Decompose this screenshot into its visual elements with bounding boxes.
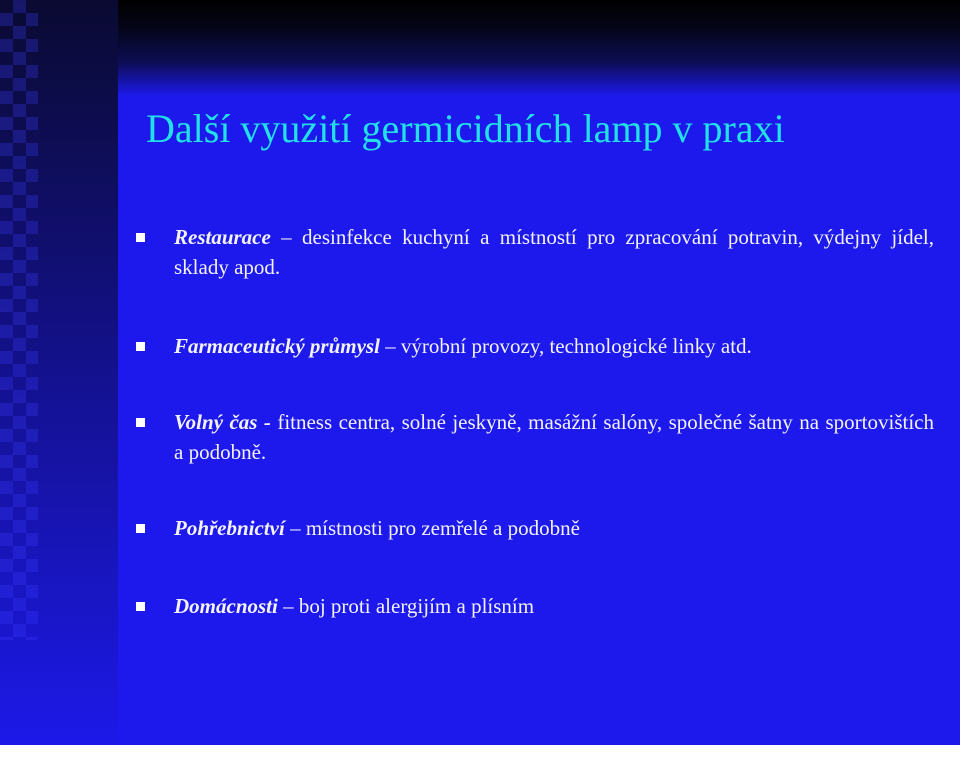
top-gradient-band [118,0,960,96]
item-term: Pohřebnictví [174,516,285,540]
item-text: – desinfekce kuchyní a místností pro zpracování potravin, výdejny jídel, sklady apod. [174,225,934,279]
square-bullet-icon [136,418,145,427]
square-bullet-icon [136,602,145,611]
list-item-pohrebnictvi [174,513,934,543]
list-item-farmaceuticky-prumysl [174,331,934,361]
left-decoration-strip [0,0,118,757]
item-text: – místnosti pro zemřelé a podobně [284,516,580,540]
list-item-volny-cas [174,407,934,467]
bottom-white-edge [0,745,960,757]
square-bullet-icon [136,233,145,242]
item-term: Volný čas - [174,410,271,434]
checker-pattern [0,0,38,640]
item-text: – výrobní provozy, technologické linky atd. [379,334,752,358]
slide-title: Další využití germicidních lamp v praxi [146,106,785,151]
item-term: Restaurace [174,225,271,249]
item-term: Domácnosti [174,594,278,618]
item-text: fitness centra, solné jeskyně, masážní salóny, společné šatny na sportovištích a podobně. [174,410,935,464]
list-item-restaurace [174,222,934,282]
square-bullet-icon [136,342,145,351]
list-item-domacnosti [174,591,934,621]
square-bullet-icon [136,524,145,533]
item-text: – boj proti alergijím a plísním [277,594,535,618]
item-term: Farmaceutický průmysl [174,334,380,358]
